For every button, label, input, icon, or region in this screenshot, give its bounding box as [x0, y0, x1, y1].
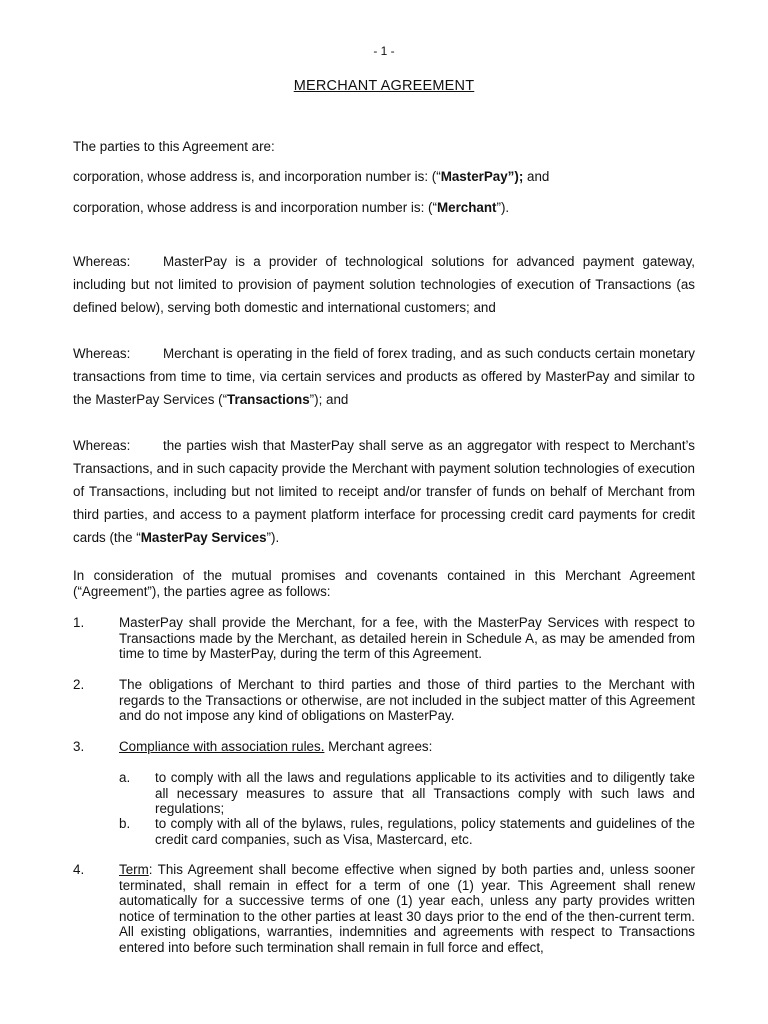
- subitem-letter: a.: [119, 770, 131, 785]
- clause-2-text: The obligations of Merchant to third parties and those of third parties to the Merchant with regards to the Transactions or otherwise, are not included in the subject matter of this Agreement and do not impose any kind of obligations on MasterPay.: [119, 677, 695, 723]
- party1-text: corporation, whose address is, and incorporation number is: (“: [73, 169, 441, 184]
- party1-tail: and: [523, 169, 550, 184]
- whereas3-tail: ”).: [266, 530, 280, 545]
- clause-number: 1.: [73, 615, 85, 630]
- whereas2-defined-term: Transactions: [227, 392, 310, 407]
- clause-3a-text: to comply with all the laws and regulations applicable to its activities and to diligently take all necessary measures to assure that all Transactions comply with such laws and regulations;: [155, 770, 695, 816]
- subitem-letter: b.: [119, 816, 131, 831]
- party-merchant: [73, 196, 695, 219]
- clause-1-text: MasterPay shall provide the Merchant, for a fee, with the MasterPay Services with respect to Transactions made by the Merchant, as detailed herein in Schedule A, as may be amended from time to time by MasterPay, during the term of this Agreement.: [119, 615, 695, 661]
- party2-text: corporation, whose address is and incorporation number is: (“: [73, 200, 437, 215]
- whereas-label: Whereas:: [73, 438, 131, 453]
- clause-number: 4.: [73, 862, 85, 877]
- clause-4-heading: Term: [119, 862, 149, 877]
- page-number: - 1 -: [373, 44, 395, 58]
- document-title: MERCHANT AGREEMENT: [293, 78, 475, 94]
- clause-number: 3.: [73, 739, 85, 754]
- whereas2-tail: ”); and: [309, 392, 349, 407]
- party2-defined-term: Merchant: [436, 200, 497, 215]
- whereas3-text: the parties wish that MasterPay shall serve as an aggregator with respect to Merchant’s Transactions, and in such capacity provide the Merchant with payment solution technologies of execution of Transactions, including but not limited to receipt and/or transfer of funds on behalf of Merchant from third parties, and access to a payment platform interface for processing credit card payments for credit cards (the “: [73, 438, 695, 545]
- party2-tail: ”).: [496, 200, 510, 215]
- whereas-label: Whereas:: [73, 346, 131, 361]
- clause-3-text: [119, 739, 695, 755]
- whereas-clause-1: [73, 250, 695, 319]
- clause-3-heading: Compliance with association rules.: [119, 739, 325, 754]
- consideration-paragraph: In consideration of the mutual promises and covenants contained in this Merchant Agreement (“Agreement”), the parties agree as follows:: [73, 568, 695, 599]
- clause-3b-text: to comply with all of the bylaws, rules, regulations, policy statements and guidelines of the credit card companies, such as Visa, Mastercard, etc.: [155, 816, 695, 847]
- whereas2-text: Merchant is operating in the field of forex trading, and as such conducts certain monetary transactions from time to time, via certain services and products as offered by MasterPay and similar to the MasterPay Services (“: [73, 346, 695, 407]
- whereas1-text: MasterPay is a provider of technological solutions for advanced payment gateway, including but not limited to provision of payment solution technologies of execution of Transactions (as defined below), serving both domestic and international customers; and: [73, 254, 695, 315]
- clause-4-text: [119, 862, 695, 955]
- party1-defined-term: MasterPay”);: [440, 169, 524, 184]
- clause-4-body: : This Agreement shall become effective when signed by both parties and, unless sooner terminated, shall remain in effect for a term of one (1) year. This Agreement shall renew automatically for a successive terms of one (1) year each, unless any party provides written notice of termination to the other parties at least 30 days prior to the end of the then-current term. All existing obligations, warranties, indemnities and agreements with respect to Transactions entered into before such termination shall remain in full force and effect,: [119, 862, 695, 955]
- whereas3-defined-term: MasterPay Services: [140, 530, 267, 545]
- clause-number: 2.: [73, 677, 85, 692]
- clause-3-body: Merchant agrees:: [324, 739, 433, 754]
- whereas-clause-2: [73, 342, 695, 411]
- whereas-label: Whereas:: [73, 254, 131, 269]
- intro-paragraph: The parties to this Agreement are:: [73, 139, 275, 154]
- party-masterpay: [73, 165, 695, 188]
- whereas-clause-3: [73, 434, 695, 549]
